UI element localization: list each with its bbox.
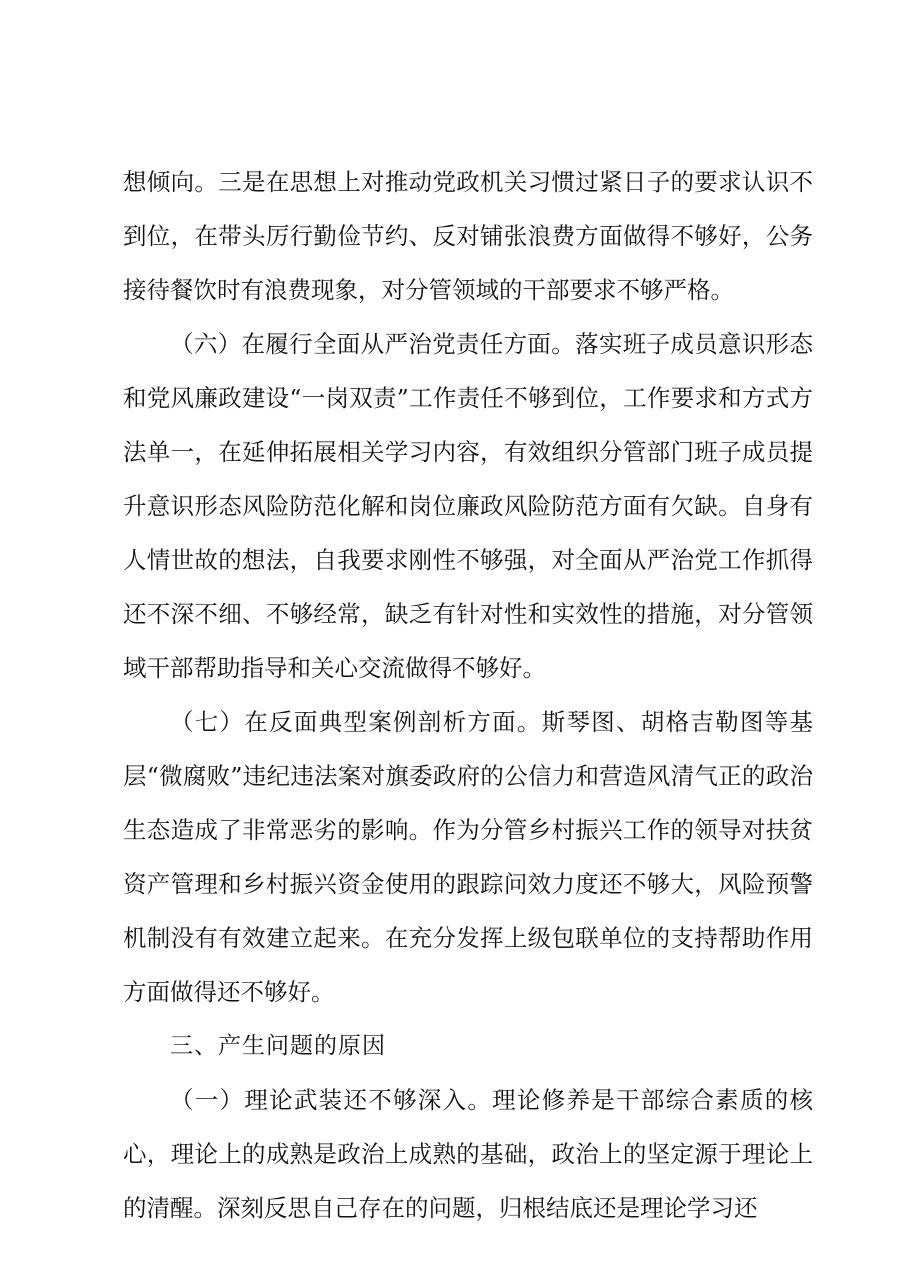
paragraph-reason-one xyxy=(123,1073,813,1235)
paragraph-text: 理论修养是干部综合素质的核心，理论上的成熟是政治上成熟的基础，政治上的坚定源于理论上的清醒。深刻反思自己存在的问题，归根结底还是理论学习还 xyxy=(123,1086,814,1222)
paragraph-text: 落实班子成员意识形态和党风廉政建设“一岗双责”工作责任不够到位，工作要求和方式方法单一，在延伸拓展相关学习内容，有效组织分管部门班子成员提升意识形态风险防范化解和岗位廉政风险防范方面有欠缺。自身有人情世故的想法，自我要求刚性不够强，对全面从严治党工作抓得还不深不细、不够经常，缺乏有针对性和实效性的措施，对分管领域干部帮助指导和关心交流做得不够好。 xyxy=(123,330,814,682)
paragraph-lead: （六）在履行全面从严治党责任方面。 xyxy=(170,330,576,358)
paragraph-text: 斯琴图、胡格吉勒图等基层“微腐败”违纪违法案对旗委政府的公信力和营造风清气正的政治生态造成了非常恶劣的影响。作为分管乡村振兴工作的领导对扶贫资产管理和乡村振兴资金使用的跟踪问效力度还不够大，风险预警机制没有有效建立起来。在充分发挥上级包联单位的支持帮助作用方面做得还不够好。 xyxy=(123,708,814,1006)
paragraph-continued xyxy=(123,155,813,317)
document-body xyxy=(123,155,813,1235)
paragraph-text: 想倾向。三是在思想上对推动党政机关习惯过紧日子的要求认识不到位，在带头厉行勤俭节约、反对铺张浪费方面做得不够好，公务接待餐饮时有浪费现象，对分管领域的干部要求不够严格。 xyxy=(123,168,813,304)
paragraph-section-six xyxy=(123,317,813,695)
paragraph-lead: （七）在反面典型案例剖析方面。 xyxy=(170,708,542,736)
section-heading: 三、产生问题的原因 xyxy=(170,1033,386,1059)
paragraph-lead: （一）理论武装还不够深入。 xyxy=(170,1086,493,1114)
paragraph-section-seven xyxy=(123,695,813,1019)
